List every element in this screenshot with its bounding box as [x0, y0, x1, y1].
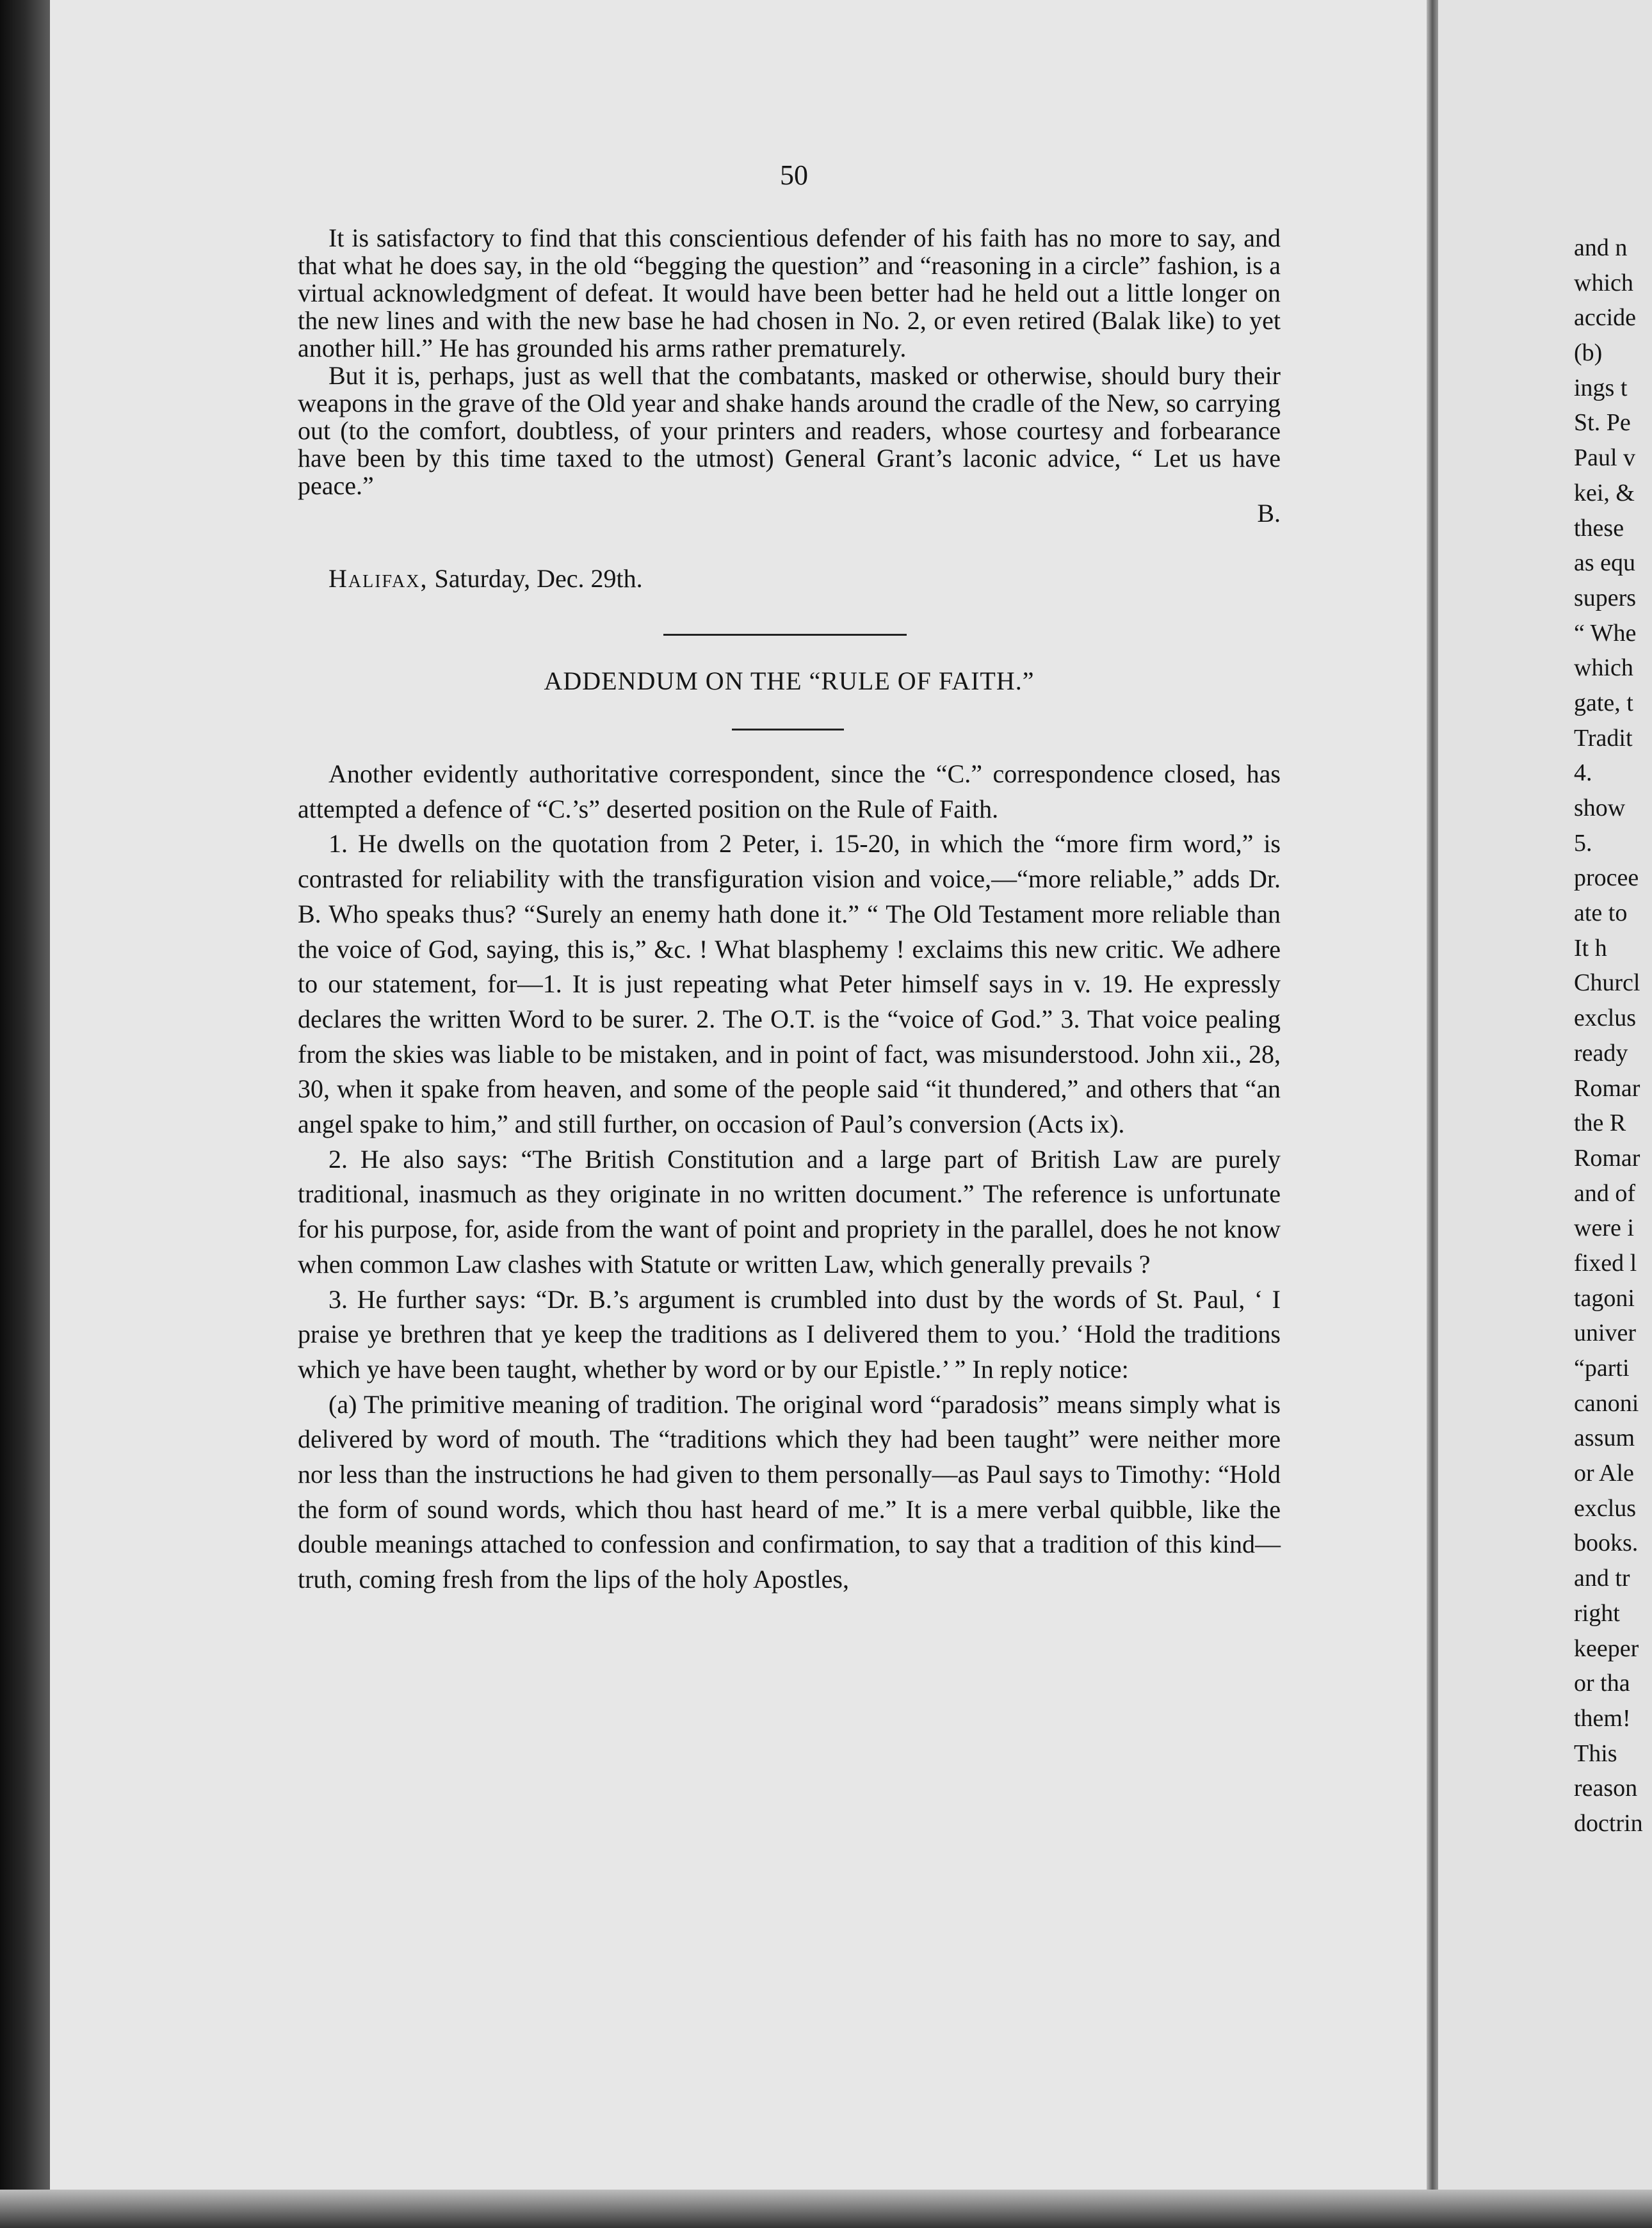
section-heading: ADDENDUM ON THE “RULE OF FAITH.”: [544, 666, 1035, 695]
body-paragraph: 1. He dwells on the quotation from 2 Peter, i. 15-20, in which the “more firm word,” is contrasted for reliability with the transfiguration vision and voice,—“more reliable,” adds Dr. B. Who speaks thus? “Surely an enemy hath done it.” “ The Old Testament more reliable than the voice of God, saying, this is,” &c. ! What blasphemy ! exclaims this new critic. We adhere to our statement, for—1. It is just repeating what Peter himself says in v. 19. He expressly declares the written Word to be surer. 2. The O.T. is the “voice of God.” 3. That voice pealing from the skies was liable to be mistaken, and in point of fact, was misunderstood. John xii., 28, 30, when it spake from heaven, and some of the people said “it thundered,” and others that “an angel spake to him,” and still further, on occasion of Paul’s conversion (Acts ix).: [298, 829, 1281, 1139]
scan-left-edge: [0, 0, 50, 2228]
right-page-line: 5.: [1574, 829, 1592, 857]
dateline-place: Halifax,: [328, 564, 428, 593]
right-page-line: kei, &: [1574, 479, 1635, 506]
right-page-line: “ Whe: [1574, 619, 1637, 647]
right-page-line: or Ale: [1574, 1460, 1634, 1487]
right-page-text-fragments: [1574, 230, 1651, 1841]
heading-underline: [732, 729, 844, 731]
right-page-line: them!: [1574, 1704, 1631, 1732]
body-paragraph: 2. He also says: “The British Constitution and a large part of British Law are purely traditional, inasmuch as they originate in no written document.” The reference is unfortunate for his purpose, for, aside from the want of point and propriety in the parallel, does he not know when common Law clashes with Statute or written Law, which generally prevails ?: [298, 1144, 1281, 1279]
body-paragraph: 3. He further says: “Dr. B.’s argument is crumbled into dust by the words of St. Paul, ‘ I praise ye brethren that ye keep the traditions as I delivered them to you.’ ‘Hold the traditions which ye have been taught, whether by word or by our Epistle.’ ” In reply notice:: [298, 1284, 1281, 1384]
right-page-line: exclus: [1574, 1494, 1637, 1522]
intro-paragraph: But it is, perhaps, just as well that the combatants, masked or otherwise, should bury their weapons in the grave of the Old year and shake hands around the cradle of the New, so carrying out (to the comfort, doubtless, of your printers and readers, whose courtesy and forbearance have been by this time taxed to the utmost) General Grant’s laconic advice, “ Let us have peace.”: [298, 361, 1281, 500]
dateline-date: Saturday, Dec. 29th.: [434, 564, 643, 593]
right-page-line: ready: [1574, 1039, 1628, 1067]
right-page-line: and of: [1574, 1179, 1636, 1207]
right-page-line: and tr: [1574, 1565, 1630, 1592]
right-page-line: reason: [1574, 1775, 1638, 1802]
scan-bottom-edge: [0, 2190, 1652, 2228]
section-divider: [663, 634, 907, 636]
body-paragraph: (a) The primitive meaning of tradition. The original word “paradosis” means simply what is delivered by word of mouth. The “traditions which they had been taught” were neither more nor less than the instructions he had given to them personally—as Paul says to Timothy: “Hold the form of sound words, which thou hast heard of me.” It is a mere verbal quibble, like the double meanings attached to confession and confirmation, to say that a tradition of this kind—truth, coming fresh from the lips of the holy Apostles,: [298, 1389, 1281, 1594]
right-page-line: which: [1574, 269, 1633, 296]
right-page-line: show: [1574, 795, 1626, 821]
right-page-line: Tradit: [1574, 724, 1633, 752]
book-gutter: [1427, 0, 1438, 2228]
right-page-line: these: [1574, 514, 1624, 542]
right-page-line: right: [1574, 1599, 1620, 1627]
right-page-line: were i: [1574, 1215, 1634, 1242]
right-page-line: St. Pe: [1574, 409, 1631, 437]
right-page-line: assum: [1574, 1425, 1635, 1452]
right-page-line: as equ: [1574, 549, 1636, 577]
right-page-line: Churcl: [1574, 969, 1640, 997]
right-page-line: ings t: [1574, 374, 1628, 401]
right-page-line: and n: [1574, 234, 1628, 261]
right-page-line: 4.: [1574, 759, 1592, 787]
closing-letter: [298, 224, 1281, 527]
signature: B.: [1257, 499, 1281, 528]
right-page-line: Romar: [1574, 1074, 1640, 1102]
right-page-line: “parti: [1574, 1355, 1630, 1382]
right-page-line: supers: [1574, 584, 1637, 611]
right-page-line: exclus: [1574, 1005, 1637, 1032]
right-page-line: canoni: [1574, 1389, 1639, 1417]
right-page-line: (b): [1574, 339, 1603, 367]
right-page-line: which: [1574, 654, 1633, 682]
page-number: 50: [780, 159, 808, 191]
right-page-line: doctrin: [1574, 1809, 1643, 1837]
right-page-line: keeper: [1574, 1635, 1639, 1662]
body-paragraph: Another evidently authoritative correspondent, since the “C.” correspondence closed, has attempted a defence of “C.’s” deserted position on the Rule of Faith.: [298, 759, 1281, 823]
right-page-line: Paul v: [1574, 444, 1636, 472]
right-page-line: tagoni: [1574, 1284, 1635, 1312]
right-page-line: accide: [1574, 304, 1637, 332]
right-page-line: univer: [1574, 1320, 1637, 1347]
right-page-line: fixed l: [1574, 1249, 1637, 1277]
addendum-body: [298, 757, 1281, 1597]
right-page-line: gate, t: [1574, 689, 1633, 716]
right-page-line: procee: [1574, 864, 1639, 892]
right-page-line: ate to: [1574, 900, 1628, 927]
intro-paragraph: It is satisfactory to find that this conscientious defender of his faith has no more to say, and that what he does say, in the old “begging the question” and “reasoning in a circle” fashion, is a virtual acknowledgment of defeat. It would have been better had he held out a little longer on the new lines and with the new base he had chosen in No. 2, or even retired (Balak like) to yet another hill.” He has grounded his arms rather prematurely.: [298, 223, 1281, 362]
right-page-line: books.: [1574, 1530, 1639, 1557]
dateline: [328, 563, 643, 593]
right-page-line: Romar: [1574, 1144, 1640, 1172]
right-page-line: It h: [1574, 934, 1607, 962]
right-page-line: or tha: [1574, 1670, 1630, 1697]
right-page-line: the R: [1574, 1110, 1626, 1137]
right-page-line: This: [1574, 1740, 1617, 1767]
